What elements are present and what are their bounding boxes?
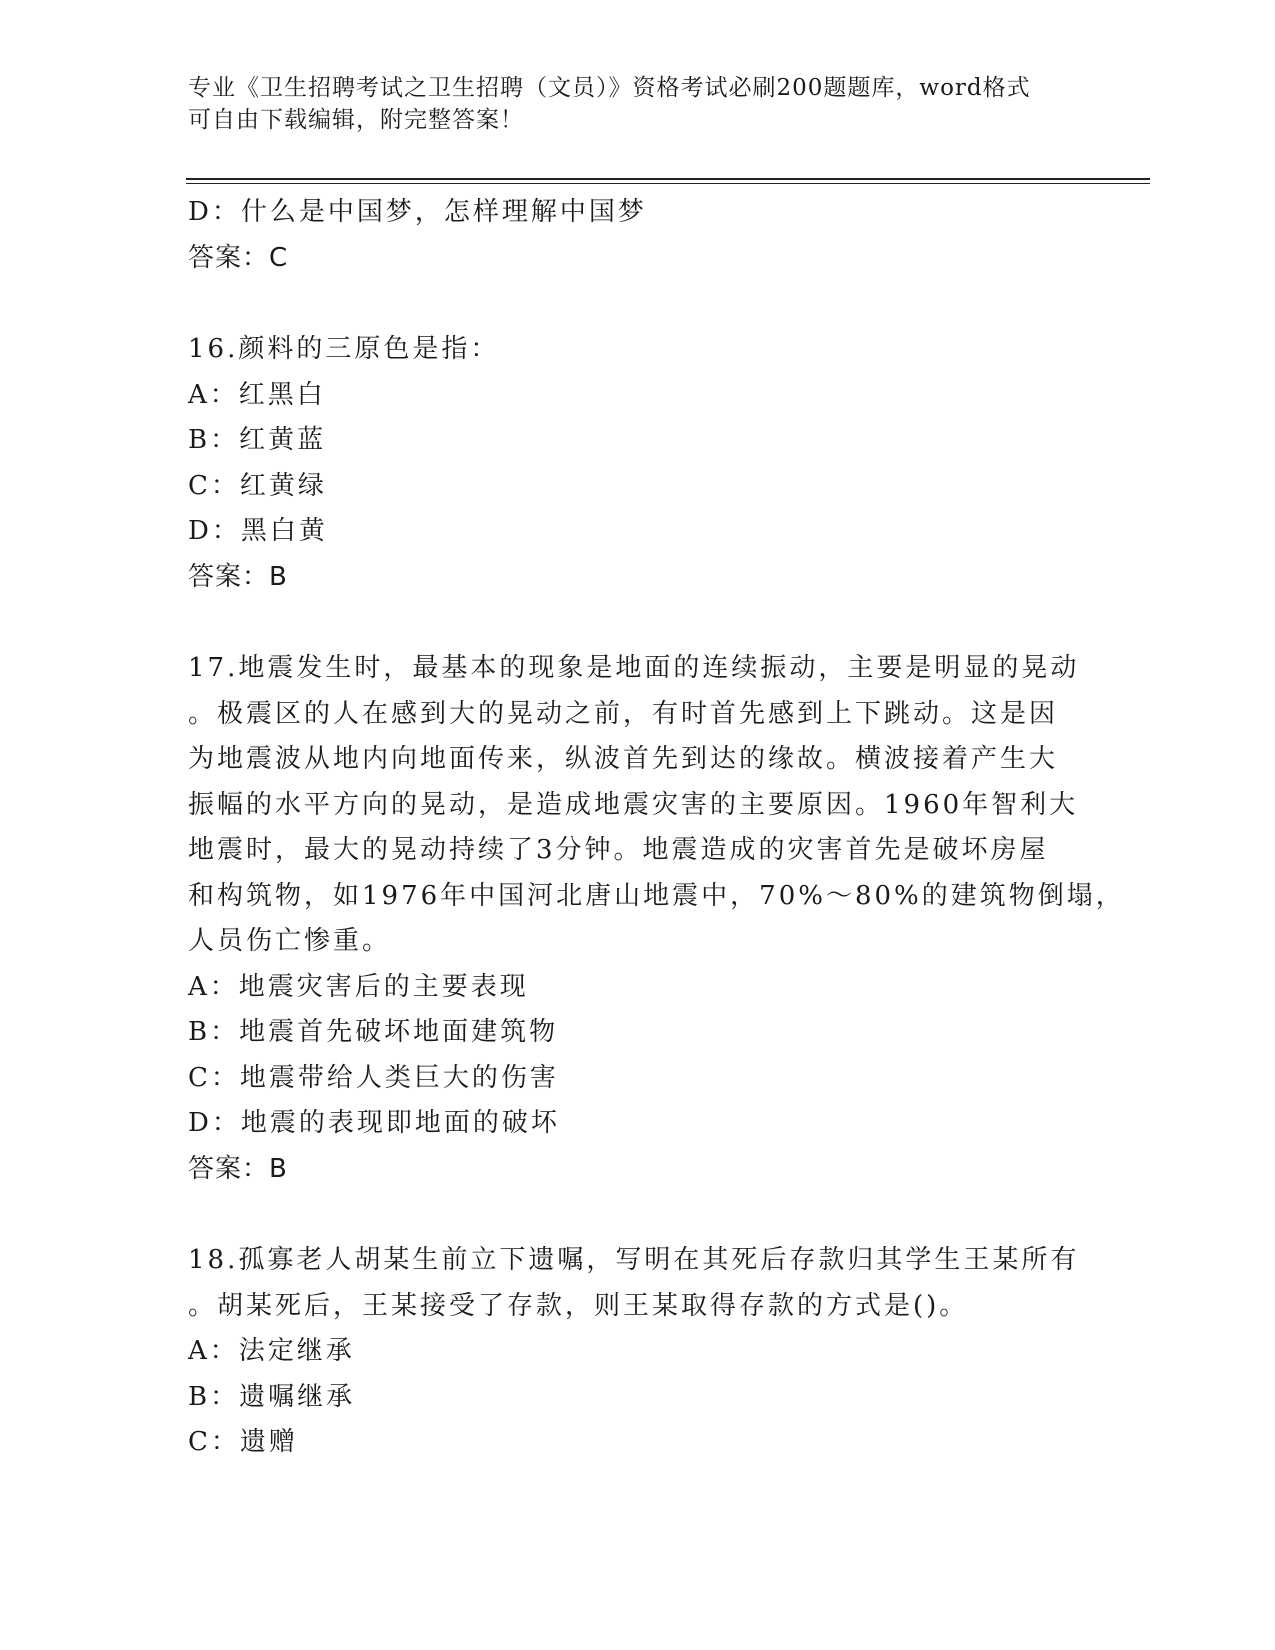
question-stem-line: 。极震区的人在感到大的晃动之前，有时首先感到上下跳动。这是因 [188, 698, 1059, 729]
spacer [188, 600, 1088, 646]
question-stem: 16.颜料的三原色是指： [188, 334, 500, 364]
option-a: A：法定继承 [188, 1336, 355, 1366]
option-c: C：遗赠 [188, 1427, 298, 1457]
option-d: D：地震的表现即地面的破坏 [188, 1108, 560, 1138]
option-a: A：红黑白 [188, 379, 326, 410]
option-b: B：遗嘱继承 [188, 1381, 356, 1412]
question-15-tail [188, 190, 1088, 281]
document-header [188, 72, 1088, 136]
option-b: B：红黄蓝 [188, 425, 327, 455]
header-rule-thick [186, 178, 1150, 180]
question-stem-line: 地震时，最大的晃动持续了3分钟。地震造成的灾害首先是破坏房屋 [188, 835, 1049, 865]
header-line-2: 可自由下载编辑，附完整答案！ [188, 107, 524, 133]
header-rule-thin [186, 183, 1150, 184]
question-stem-line: 18.孤寡老人胡某生前立下遗嘱，写明在其死后存款归其学生王某所有 [188, 1245, 1080, 1275]
question-18 [188, 1238, 1088, 1466]
answer: 答案：B [188, 561, 288, 592]
option-a: A：地震灾害后的主要表现 [188, 971, 529, 1002]
question-16 [188, 327, 1088, 600]
question-list [188, 190, 1125, 1466]
question-stem-line: 人员伤亡惨重。 [188, 926, 392, 956]
option-b: B：地震首先破坏地面建筑物 [188, 1017, 559, 1047]
question-stem-line: 17.地震发生时，最基本的现象是地面的连续振动，主要是明显的晃动 [188, 653, 1080, 683]
option-d: D：什么是中国梦，怎样理解中国梦 [188, 197, 647, 227]
spacer [188, 1192, 1088, 1238]
spacer [188, 281, 1088, 327]
question-stem-line: 。胡某死后，王某接受了存款，则王某取得存款的方式是()。 [188, 1290, 969, 1321]
answer: 答案：C [188, 242, 289, 273]
header-line-1: 专业《卫生招聘考试之卫生招聘（文员）》资格考试必刷200题题库，word格式 [188, 75, 1031, 101]
answer: 答案：B [188, 1153, 288, 1184]
option-d: D：黑白黄 [188, 516, 328, 546]
question-stem-line: 振幅的水平方向的晃动，是造成地震灾害的主要原因。1960年智利大 [188, 789, 1079, 820]
option-c: C：红黄绿 [188, 470, 327, 501]
question-17 [188, 646, 1125, 1192]
option-c: C：地震带给人类巨大的伤害 [188, 1062, 559, 1093]
question-stem-line: 和构筑物，如1976年中国河北唐山地震中，70%～80%的建筑物倒塌， [188, 880, 1125, 911]
question-stem-line: 为地震波从地内向地面传来，纵波首先到达的缘故。横波接着产生大 [188, 744, 1059, 774]
